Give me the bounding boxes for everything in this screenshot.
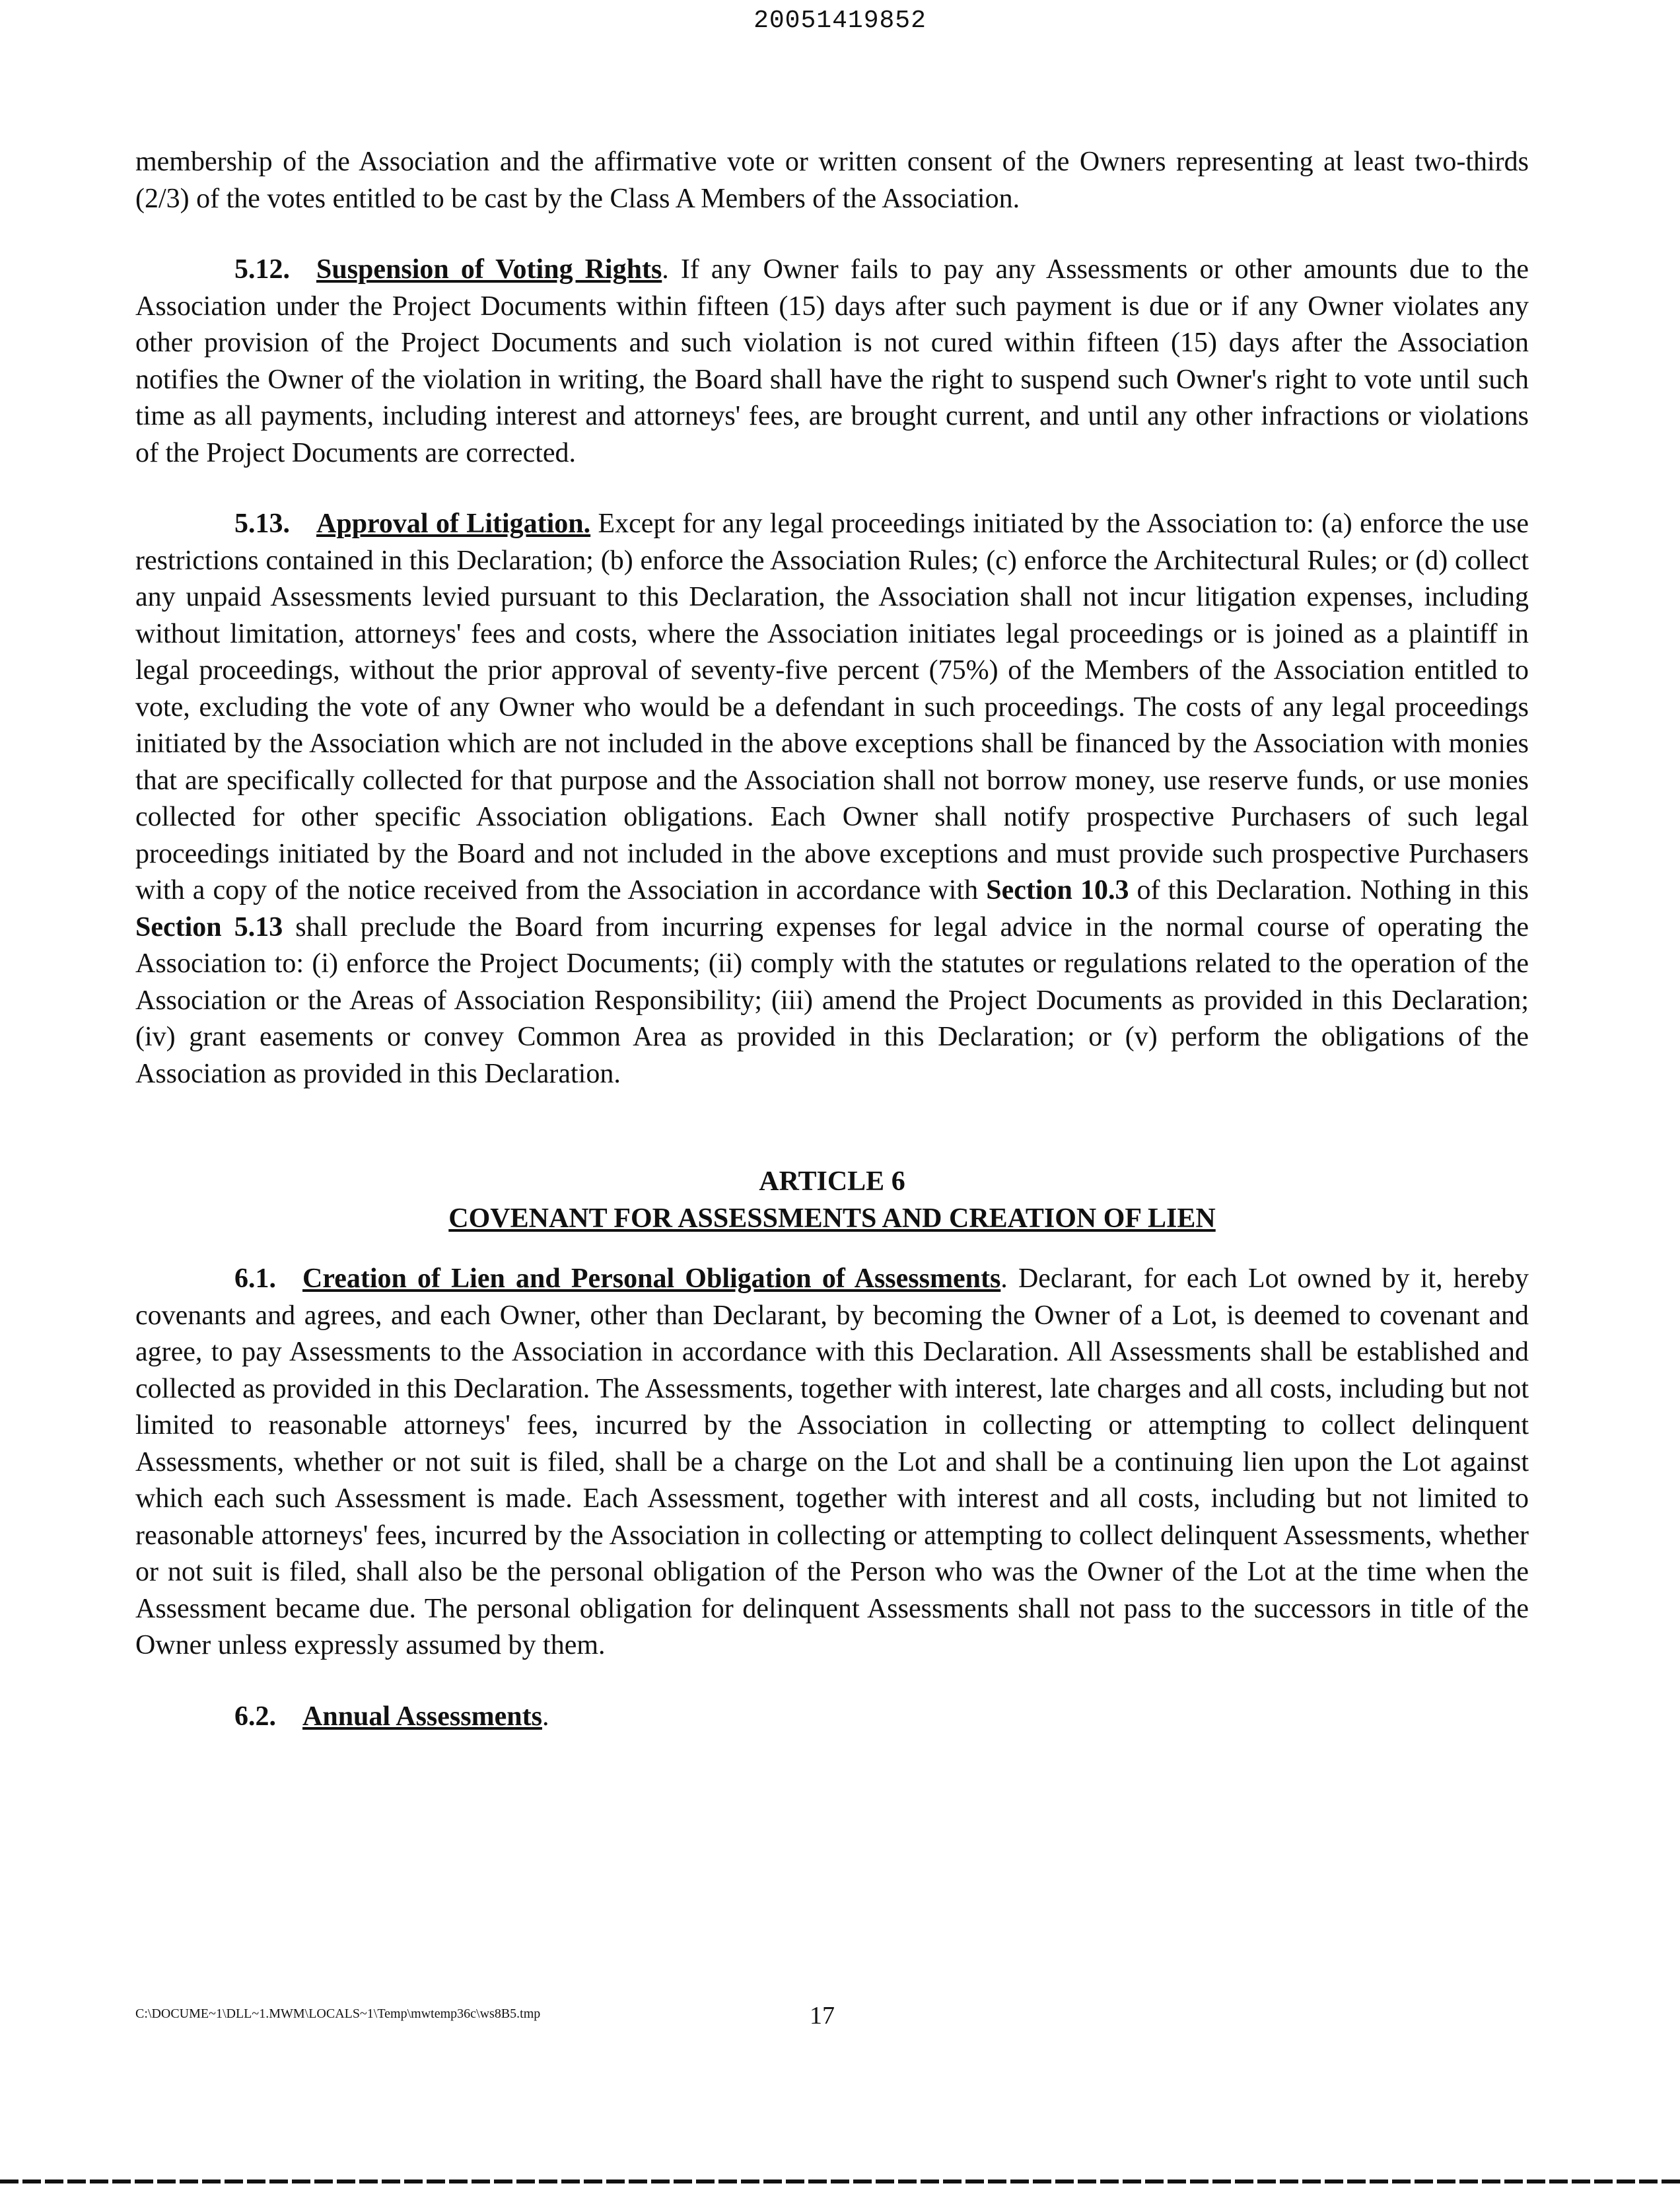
- article-heading: [135, 1164, 1529, 1237]
- section-reference: Section 5.13: [135, 911, 283, 942]
- section-6-2: [135, 1699, 1529, 1736]
- section-number: 6.2.: [234, 1701, 276, 1732]
- section-text: . Declarant, for each Lot owned by it, hereby covenants and agrees, and each Owner, other than Declarant, by becoming the Owner of a Lot, is deemed to covenant and agree, to pay Assessments to the Association in accordance with this Declaration. All Assessments shall be established and collected as provided in this Declaration. The Assessments, together with interest, late charges and all costs, including but not limited to reasonable attorneys' fees, incurred by the Association in collecting or attempting to collect delinquent Assessments, whether or not suit is filed, shall be a charge on the Lot and shall be a continuing lien upon the Lot against which each such Assessment is made. Each Assessment, together with interest and all costs, including but not limited to reasonable attorneys' fees, incurred by the Association in collecting or attempting to collect delinquent Assessments, whether or not suit is filed, shall also be the personal obligation of the Person who was the Owner of the Lot at the time when the Assessment became due. The personal obligation for delinquent Assessments shall not pass to the successors in title of the Owner unless expressly assumed by them.: [135, 1263, 1529, 1660]
- section-number: 5.13.: [234, 509, 290, 539]
- section-text: shall preclude the Board from incurring expenses for legal advice in the normal course of operating the Association to: (i) enforce the Project Documents; (ii) comply with the statutes or regulations related to the operation of the Association or the Areas of Association Responsibility; (iii) amend the Project Documents as provided in this Declaration; (iv) grant easements or convey Common Area as provided in this Declaration; or (v) perform the obligations of the Association as provided in this Declaration.: [135, 911, 1529, 1089]
- section-heading: Creation of Lien and Personal Obligation of Assessments: [302, 1263, 1001, 1294]
- paragraph-continuation: membership of the Association and the affirmative vote or written consent of the Owners representing at least two-thirds (2/3) of the votes entitled to be cast by the Class A Members of the Association.: [135, 147, 1529, 214]
- section-reference: Section 10.3: [986, 875, 1129, 905]
- section-text: Except for any legal proceedings initiated by the Association to: (a) enforce the use restrictions contained in this Declaration; (b) enforce the Association Rules; (c) enforce the Architectural Rules; or (d) collect any unpaid Assessments levied pursuant to this Declaration, the Association shall not incur litigation expenses, including without limitation, attorneys' fees and costs, where the Association initiates legal proceedings or is joined as a plaintiff in legal proceedings, without the prior approval of seventy-five percent (75%) of the Members of the Association entitled to vote, excluding the vote of any Owner who would be a defendant in such proceedings. The costs of any legal proceedings initiated by the Association which are not included in the above exceptions shall be financed by the Association with monies that are specifically collected for that purpose and the Association shall not borrow money, use reserve funds, or use monies collected for other specific Association obligations. Each Owner shall notify prospective Purchasers of such legal proceedings initiated by the Board and not included in the above exceptions and must provide such prospective Purchasers with a copy of the notice received from the Association in accordance with: [135, 509, 1529, 905]
- document-body: [135, 144, 1529, 1735]
- section-text: . If any Owner fails to pay any Assessments or other amounts due to the Association under the Project Documents within fifteen (15) days after such payment is due or if any Owner violates any other provision of the Project Documents and such violation is not cured within fifteen (15) days after the Association notifies the Owner of the violation in writing, the Board shall have the right to suspend such Owner's right to vote until such time as all payments, including interest and attorneys' fees, are brought current, and until any other infractions or violations of the Project Documents are corrected.: [135, 254, 1529, 468]
- section-text: .: [542, 1701, 549, 1732]
- article-title: ARTICLE 6: [759, 1166, 905, 1197]
- footer-file-path: C:\DOCUME~1\DLL~1.MWM\LOCALS~1\Temp\mwtemp36c\ws8B5.tmp: [135, 2006, 541, 2021]
- section-6-1: [135, 1261, 1529, 1664]
- document-number: 20051419852: [753, 7, 927, 35]
- bottom-scan-rule: [0, 2180, 1680, 2183]
- section-heading: Approval of Litigation.: [316, 509, 591, 539]
- section-5-12: [135, 252, 1529, 472]
- section-number: 6.1.: [234, 1263, 276, 1294]
- section-text: of this Declaration. Nothing in this: [1129, 875, 1529, 905]
- section-number: 5.12.: [234, 254, 290, 285]
- page-number: 17: [810, 2002, 835, 2030]
- section-5-13: [135, 506, 1529, 1092]
- article-subtitle: COVENANT FOR ASSESSMENTS AND CREATION OF LIEN: [448, 1203, 1216, 1234]
- section-heading: Suspension of Voting Rights: [316, 254, 662, 285]
- section-heading: Annual Assessments: [302, 1701, 542, 1732]
